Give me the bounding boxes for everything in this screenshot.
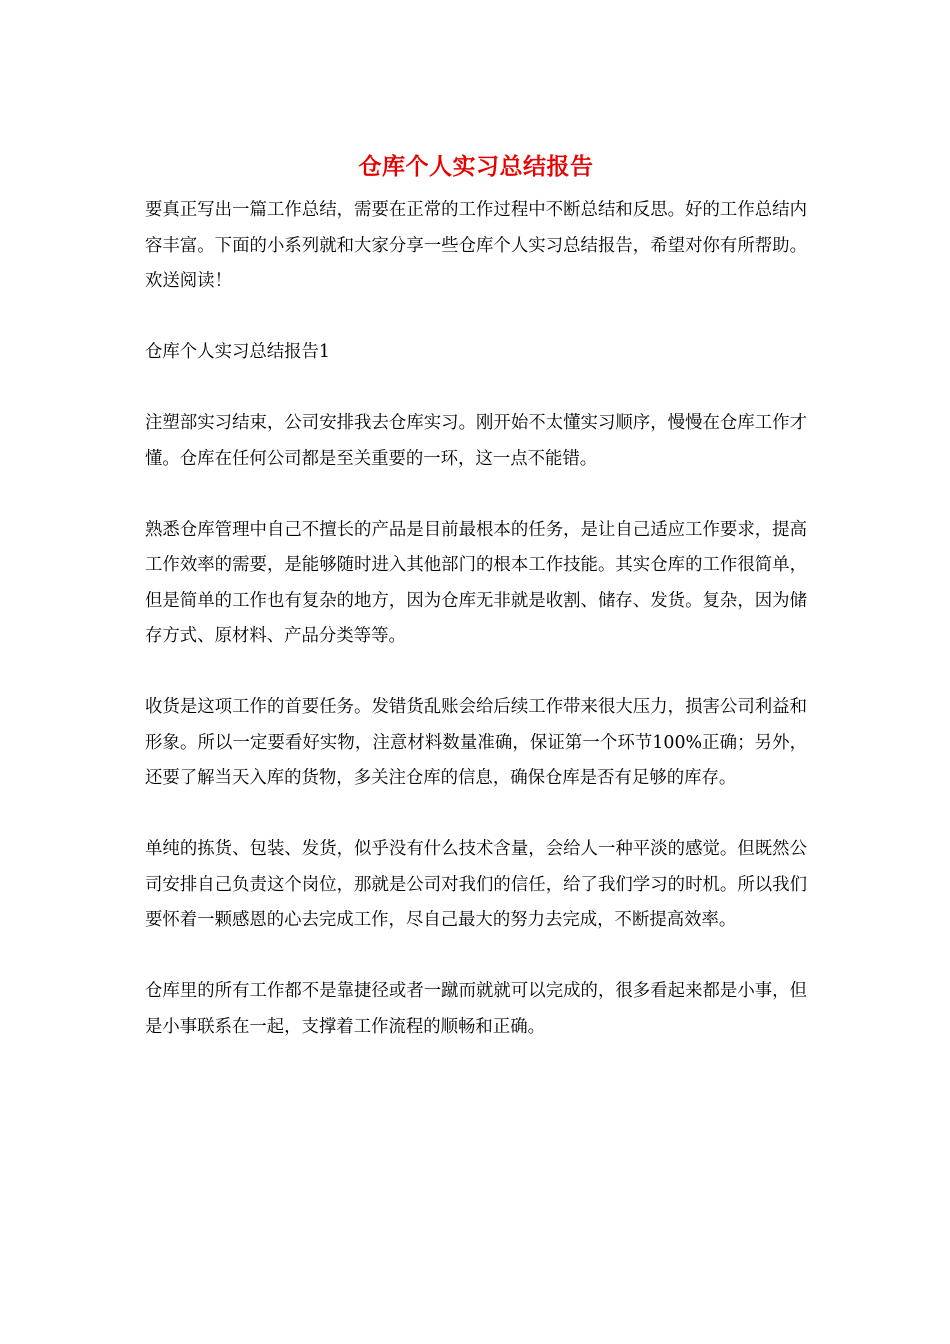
body-paragraph: 熟悉仓库管理中自己不擅长的产品是目前最根本的任务，是让自己适应工作要求，提高工作效率的需要，是能够随时进入其他部门的根本工作技能。其实仓库的工作很简单，但是简单的工作也有复杂的地方，因为仓库无非就是收割、储存、发货。复杂，因为储存方式、原材料、产品分类等等。 (145, 519, 807, 646)
intro-paragraph: 要真正写出一篇工作总结，需要在正常的工作过程中不断总结和反思。好的工作总结内容丰富。下面的小系列就和大家分享一些仓库个人实习总结报告，希望对你有所帮助。欢送阅读！ (145, 200, 807, 291)
paragraph-gap (145, 477, 807, 513)
paragraph-gap (145, 797, 807, 833)
body-paragraph: 单纯的拣货、包装、发货，似乎没有什么技术含量，会给人一种平淡的感觉。但既然公司安排自己负责这个岗位，那就是公司对我们的信任，给了我们学习的时机。所以我们要怀着一颗感恩的心去完成工作，尽自己最大的努力去完成，不断提高效率。 (145, 839, 807, 930)
paragraph-gap (145, 371, 807, 407)
paragraph-gap (145, 300, 807, 336)
section-heading: 仓库个人实习总结报告1 (145, 342, 330, 362)
body-paragraph: 收货是这项工作的首要任务。发错货乱账会给后续工作带来很大压力，损害公司利益和形象。所以一定要看好实物，注意材料数量准确，保证第一个环节100%正确；另外，还要了解当天入库的货物，多关注仓库的信息，确保仓库是否有足够的库存。 (145, 697, 807, 788)
body-paragraph: 注塑部实习结束，公司安排我去仓库实习。刚开始不太懂实习顺序，慢慢在仓库工作才懂。仓库在任何公司都是至关重要的一环，这一点不能错。 (145, 413, 807, 469)
paragraph-gap (145, 655, 807, 691)
paragraph-gap (145, 939, 807, 975)
document-title: 仓库个人实习总结报告 (358, 154, 594, 180)
body-paragraph: 仓库里的所有工作都不是靠捷径或者一蹴而就就可以完成的，很多看起来都是小事，但是小事联系在一起，支撑着工作流程的顺畅和正确。 (145, 981, 807, 1037)
document-body (145, 150, 807, 1045)
